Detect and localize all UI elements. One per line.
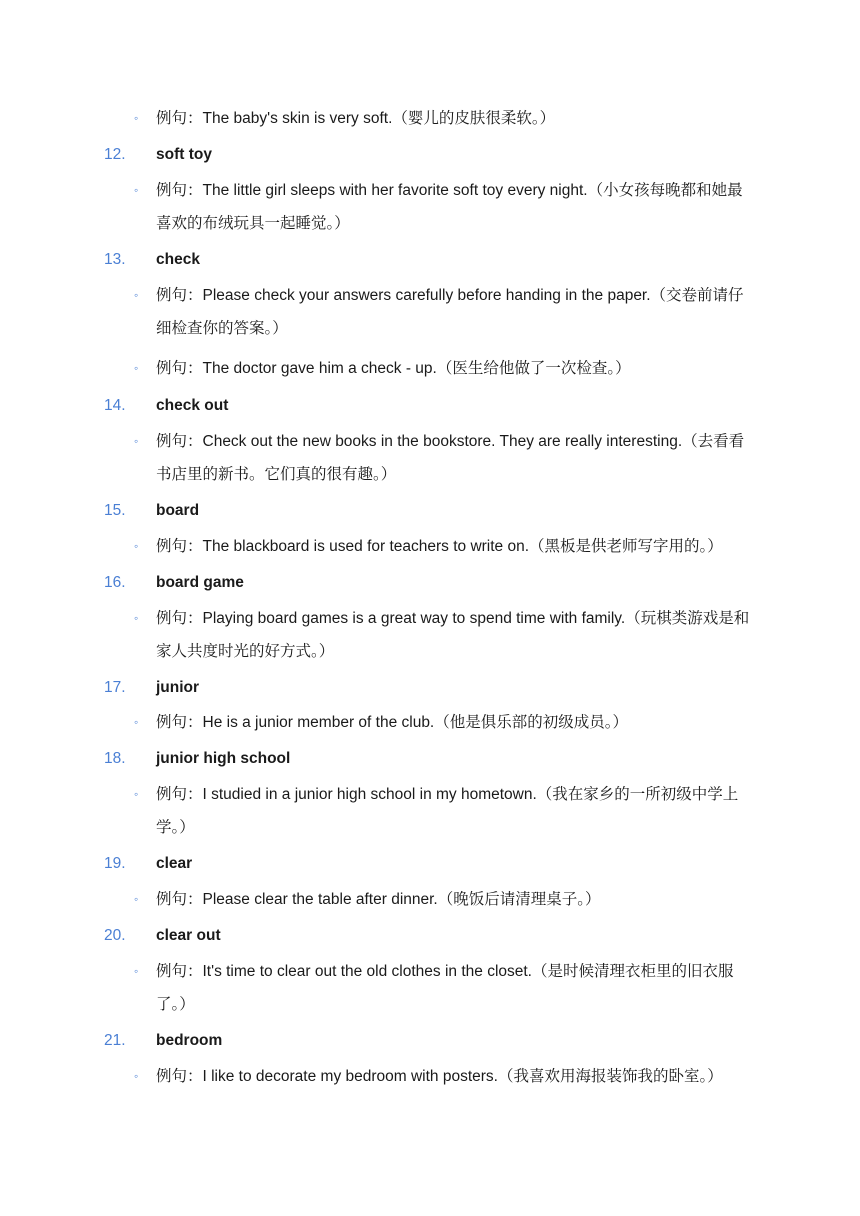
vocab-term: soft toy bbox=[156, 146, 212, 163]
example-sentence: 例句：The doctor gave him a check - up.（医生给他做了一次检查。） bbox=[156, 360, 631, 377]
item-number: 20. bbox=[104, 927, 126, 944]
example-sentence: 例句：Playing board games is a great way to spend time with family.（玩棋类游戏是和家人共度时光的好方式。） bbox=[156, 610, 750, 660]
item-number: 13. bbox=[104, 251, 126, 268]
bullet-marker: ◦ bbox=[134, 539, 139, 553]
bullet-marker: ◦ bbox=[134, 964, 139, 978]
example-sentence: 例句：Please check your answers carefully before handing in the paper.（交卷前请仔细检查你的答案。） bbox=[156, 287, 744, 337]
vocab-term: check out bbox=[156, 397, 229, 414]
item-number: 21. bbox=[104, 1032, 126, 1049]
item-number: 17. bbox=[104, 679, 126, 696]
bullet-marker: ◦ bbox=[134, 183, 139, 197]
bullet-marker: ◦ bbox=[134, 611, 139, 625]
vocab-term: junior high school bbox=[156, 750, 291, 767]
bullet-marker: ◦ bbox=[134, 1069, 139, 1083]
bullet-marker: ◦ bbox=[134, 715, 139, 729]
bullet-marker: ◦ bbox=[134, 434, 139, 448]
bullet-marker: ◦ bbox=[134, 111, 139, 125]
example-sentence: 例句：He is a junior member of the club.（他是俱乐部的初级成员。） bbox=[156, 714, 628, 731]
example-sentence: 例句：It's time to clear out the old clothes in the closet.（是时候清理衣柜里的旧衣服了。） bbox=[156, 963, 734, 1013]
bullet-marker: ◦ bbox=[134, 288, 139, 302]
vocab-term: clear out bbox=[156, 927, 221, 944]
item-number: 16. bbox=[104, 574, 126, 591]
item-number: 19. bbox=[104, 855, 126, 872]
example-sentence: 例句：Check out the new books in the bookstore. They are really interesting.（去看看书店里的新书。它们真的很有趣。） bbox=[156, 433, 745, 483]
vocab-term: check bbox=[156, 251, 200, 268]
example-sentence: 例句：The blackboard is used for teachers to write on.（黑板是供老师写字用的。） bbox=[156, 538, 723, 555]
vocab-term: clear bbox=[156, 855, 193, 872]
example-sentence: 例句：Please clear the table after dinner.（晚饭后请清理桌子。） bbox=[156, 891, 601, 908]
example-sentence: 例句：I like to decorate my bedroom with posters.（我喜欢用海报装饰我的卧室。） bbox=[156, 1068, 723, 1085]
item-number: 14. bbox=[104, 397, 126, 414]
bullet-marker: ◦ bbox=[134, 787, 139, 801]
item-number: 12. bbox=[104, 146, 126, 163]
item-number: 18. bbox=[104, 750, 126, 767]
bullet-marker: ◦ bbox=[134, 892, 139, 906]
example-sentence: 例句：The baby's skin is very soft.（婴儿的皮肤很柔软。） bbox=[156, 110, 556, 127]
vocab-term: junior bbox=[156, 679, 200, 696]
example-sentence: 例句：I studied in a junior high school in my hometown.（我在家乡的一所初级中学上学。） bbox=[156, 786, 739, 836]
vocab-term: board bbox=[156, 502, 200, 519]
bullet-marker: ◦ bbox=[134, 361, 139, 375]
vocab-term: bedroom bbox=[156, 1032, 223, 1049]
item-number: 15. bbox=[104, 502, 126, 519]
vocab-term: board game bbox=[156, 574, 244, 591]
example-sentence: 例句：The little girl sleeps with her favorite soft toy every night.（小女孩每晚都和她最喜欢的布绒玩具一起睡觉。） bbox=[156, 182, 743, 232]
